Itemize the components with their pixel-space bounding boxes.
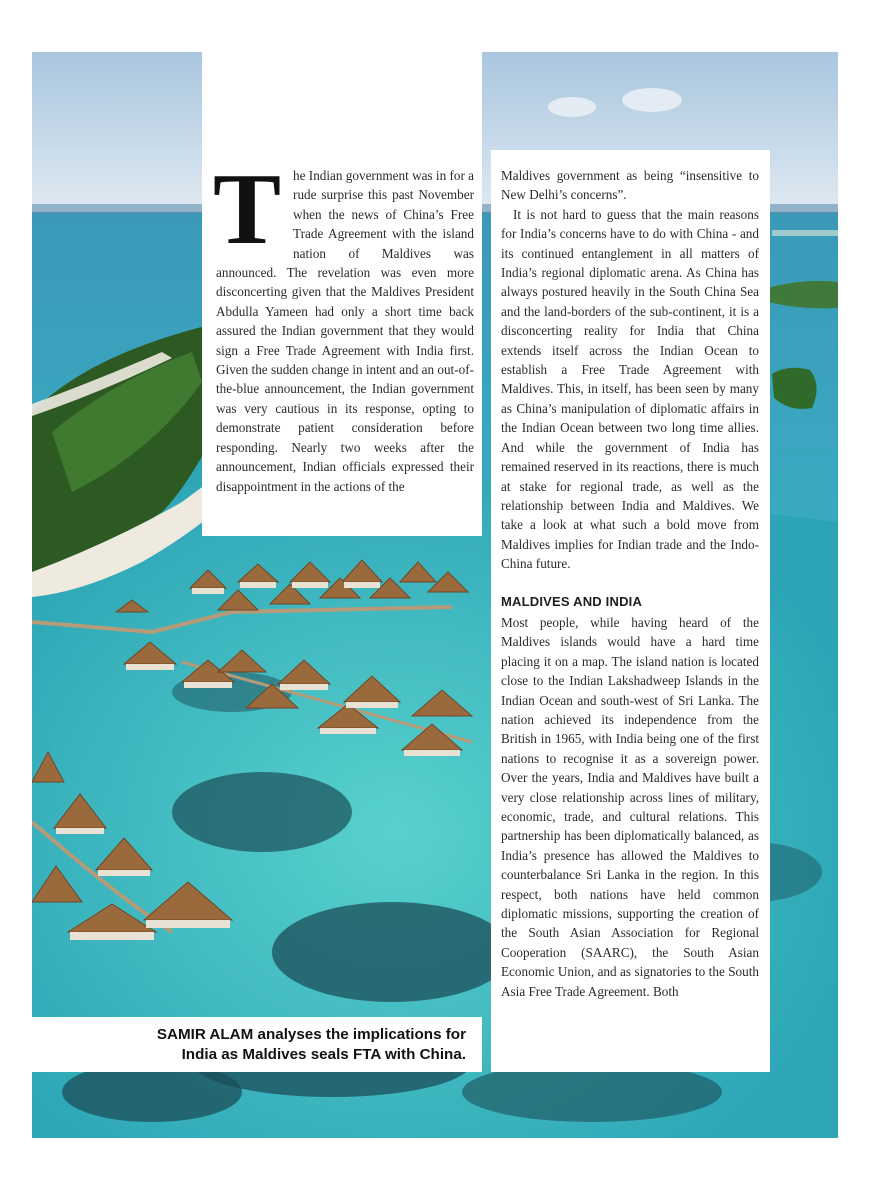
article-column-left [213,153,474,496]
continuation-paragraph: Maldives government as being “insensitive to New Delhi’s concerns”. [501,168,759,203]
article-standfirst [46,1025,466,1064]
drop-cap: T [213,153,282,266]
section-heading: MALDIVES AND INDIA [501,593,643,609]
standfirst-line-2: India as Maldives seals FTA with China. [181,1045,466,1063]
opening-paragraph [213,153,474,496]
standfirst-line-1: SAMIR ALAM analyses the implications for [156,1026,466,1043]
opening-paragraph-text: he Indian government was in for a rude surprise this past November when the news of China’s Free Trade Agreement with the island nation of Maldives was announced. The revelation was even more disconcerting given that the Maldives President Abdulla Yameen had only a short time back assured the Indian government that they would sign a Free Trade Agreement with India first. Given the sudden change in intent and an out-of-the-blue announcement, the Indian government was very cautious in its response, opting to demonstrate patient consideration before responding. Nearly two weeks after the announcement, Indian officials expressed their disappointment in the actions of the [216,168,474,494]
article-column-right [501,166,759,1001]
body-paragraph-relations: Most people, while having heard of the Maldives islands would have a hard time placing it on a map. The island nation is located close to the Indian Lakshadweep Islands in the Indian Ocean and south-west of Sri Lanka. The nation achieved its independence from the British in 1965, with India being one of the first nations to recognise it as a sovereign power. Over the years, India and Maldives have built a very close relationship across lines of military, economic, trade, and cultural relations. This partnership has been diplomatically balanced, as India’s presence has allowed the Maldives to counterbalance Sri Lanka in the region. In this respect, both nations have held common diplomatic missions, supporting the creation of the South Asian Association for Regional Cooperation (SAARC), the South Asian Economic Union, and as signatories to the South Asia Free Trade Agreement. Both [501,614,759,999]
body-paragraph-concerns: It is not hard to guess that the main reasons for India’s concerns have to do with China - and its continued entanglement in all matters of India’s regional diplomatic arena. As China has always postured heavily in the South China Sea and the land-borders of the sub-continent, it is a disconcerting reality for India that China extends itself across the Indian Ocean to establish a Free Trade Agreement with Maldives. This, in itself, has been seen by many as China’s manipulation of diplomatic affairs in the Indian Ocean between two long time allies. And while the government of India has remained reserved in its reactions, there is much at stake for regional trade, as well as the relationship between India and Maldives. We take a look at what such a bold move from Maldives implies for Indian trade and the Indo-China future. [501,206,759,572]
caption-box [32,1017,482,1072]
